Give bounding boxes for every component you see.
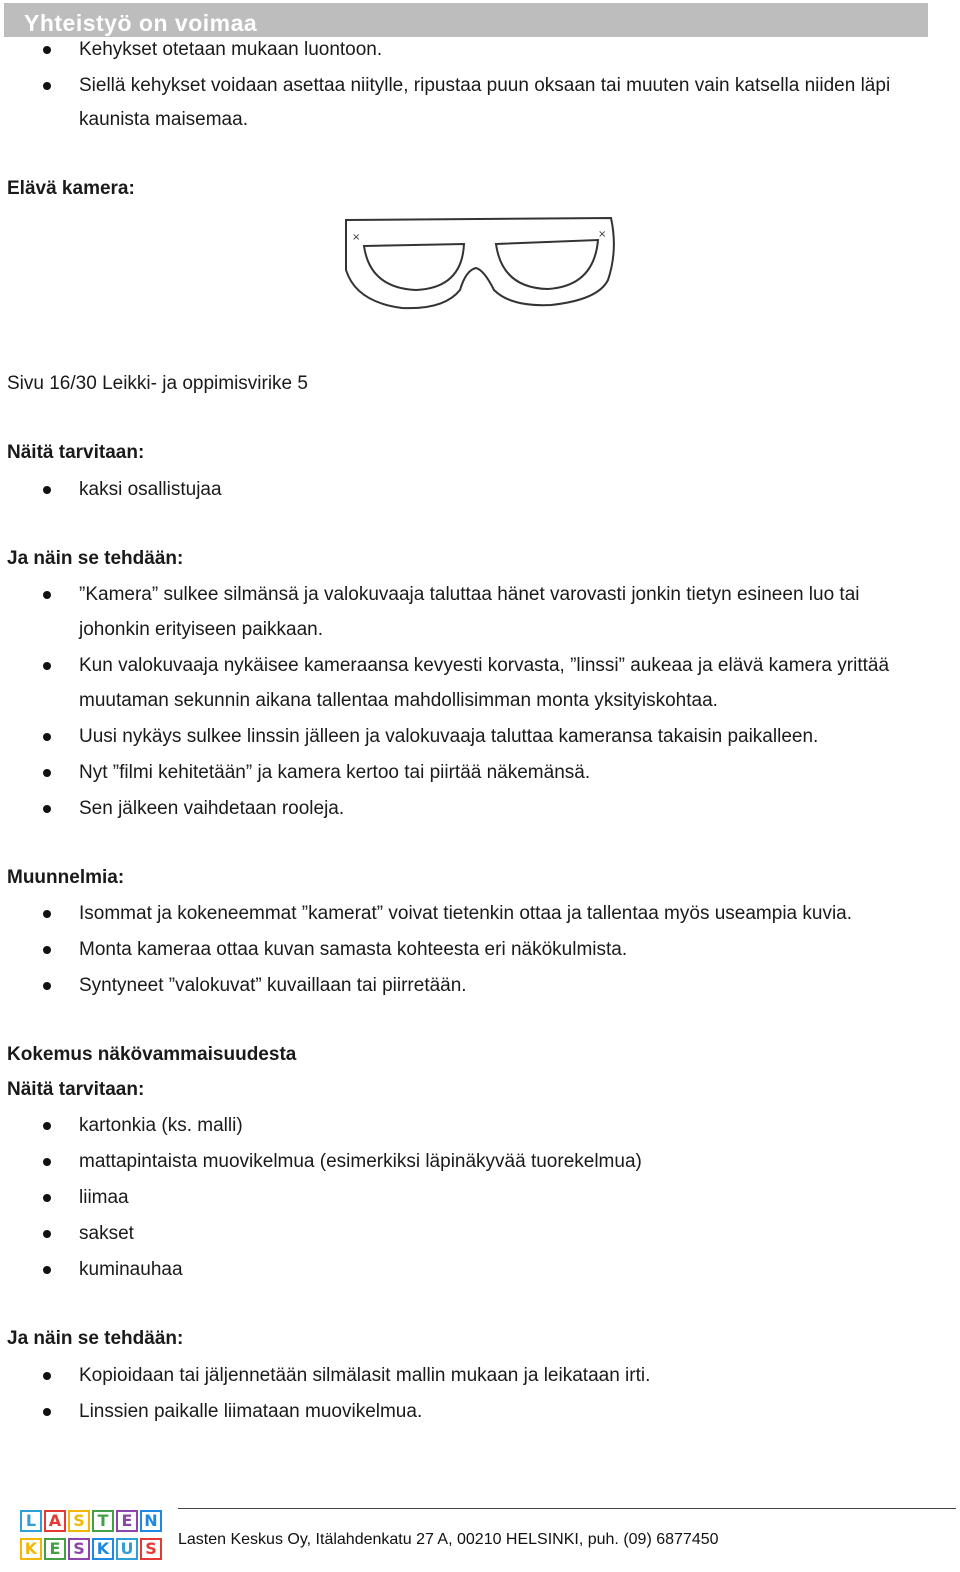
logo-letter-tile: K [92,1538,114,1560]
needed-heading: Näitä tarvitaan: [7,442,145,463]
right-lens-cutout [496,240,598,289]
intro-item-continued: kaunista maisemaa. [79,109,248,130]
list-item: kartonkia (ks. malli) [79,1115,243,1136]
bullet-icon [43,591,51,599]
footer-divider [178,1508,956,1509]
logo-letter-tile: N [140,1510,162,1532]
needed-heading: Näitä tarvitaan: [7,1079,145,1100]
list-item: Monta kameraa ottaa kuvan samasta kohteesta eri näkökulmista. [79,939,628,960]
glasses-template-illustration [336,210,624,330]
list-item: Nyt ”filmi kehitetään” ja kamera kertoo tai piirtää näkemänsä. [79,762,591,783]
lasten-keskus-logo [20,1508,164,1564]
list-item: kuminauhaa [79,1259,183,1280]
bullet-icon [43,1158,51,1166]
bullet-icon [43,1194,51,1202]
section-heading: Elävä kamera: [7,178,135,199]
mark-icon: × [598,229,607,240]
list-item: Syntyneet ”valokuvat” kuvaillaan tai piirretään. [79,975,467,996]
bullet-icon [43,1408,51,1416]
footer-contact: Lasten Keskus Oy, Itälahdenkatu 27 A, 00210 HELSINKI, puh. (09) 6877450 [178,1531,719,1548]
logo-letter-tile: E [44,1538,66,1560]
list-item-continued: johonkin erityiseen paikkaan. [79,619,323,640]
bullet-icon [43,1230,51,1238]
list-item-continued: muutaman sekunnin aikana tallentaa mahdollisimman monta yksityiskohtaa. [79,690,718,711]
list-item: kaksi osallistujaa [79,479,222,500]
mark-icon: × [352,232,361,243]
glasses-outline [346,218,614,308]
logo-letter-tile: L [20,1510,42,1532]
list-item: mattapintaista muovikelmua (esimerkiksi läpinäkyvää tuorekelmua) [79,1151,642,1172]
variations-heading: Muunnelmia: [7,867,125,888]
logo-letter-tile: K [20,1538,42,1560]
howto-heading: Ja näin se tehdään: [7,548,184,569]
howto-heading: Ja näin se tehdään: [7,1328,184,1349]
logo-letter-tile: U [116,1538,138,1560]
page-reference: Sivu 16/30 Leikki- ja oppimisvirike 5 [7,373,308,394]
intro-item: Kehykset otetaan mukaan luontoon. [79,39,383,60]
list-item: Kun valokuvaaja nykäisee kameraansa kevyesti korvasta, ”linssi” aukeaa ja elävä kamera yrittää [79,655,890,676]
logo-letter-tile: S [68,1510,90,1532]
logo-letter-tile: T [92,1510,114,1532]
bullet-icon [43,982,51,990]
list-item: liimaa [79,1187,129,1208]
list-item: Linssien paikalle liimataan muovikelmua. [79,1401,423,1422]
bullet-icon [43,733,51,741]
bullet-icon [43,662,51,670]
intro-item: Siellä kehykset voidaan asettaa niitylle, ripustaa puun oksaan tai muuten vain katsella niiden läpi [79,75,891,96]
bullet-icon [43,910,51,918]
logo-letter-tile: A [44,1510,66,1532]
bullet-icon [43,805,51,813]
section-heading: Kokemus näkövammaisuudesta [7,1044,297,1065]
bullet-icon [43,46,51,54]
bullet-icon [43,1266,51,1274]
page-title: Yhteistyö on voimaa [24,10,258,36]
logo-letter-tile: S [140,1538,162,1560]
left-lens-cutout [364,244,464,290]
bullet-icon [43,82,51,90]
bullet-icon [43,486,51,494]
list-item: Kopioidaan tai jäljennetään silmälasit mallin mukaan ja leikataan irti. [79,1365,651,1386]
list-item: Isommat ja kokeneemmat ”kamerat” voivat tietenkin ottaa ja tallentaa myös useampia kuvia. [79,903,853,924]
bullet-icon [43,1122,51,1130]
bullet-icon [43,769,51,777]
list-item: Sen jälkeen vaihdetaan rooleja. [79,798,345,819]
bullet-icon [43,946,51,954]
header-banner [4,3,928,37]
list-item: Uusi nykäys sulkee linssin jälleen ja valokuvaaja taluttaa kameransa takaisin paikalleen. [79,726,819,747]
list-item: ”Kamera” sulkee silmänsä ja valokuvaaja taluttaa hänet varovasti jonkin tietyn esineen luo tai [79,584,860,605]
logo-letter-tile: S [68,1538,90,1560]
logo-letter-tile: E [116,1510,138,1532]
bullet-icon [43,1372,51,1380]
list-item: sakset [79,1223,134,1244]
